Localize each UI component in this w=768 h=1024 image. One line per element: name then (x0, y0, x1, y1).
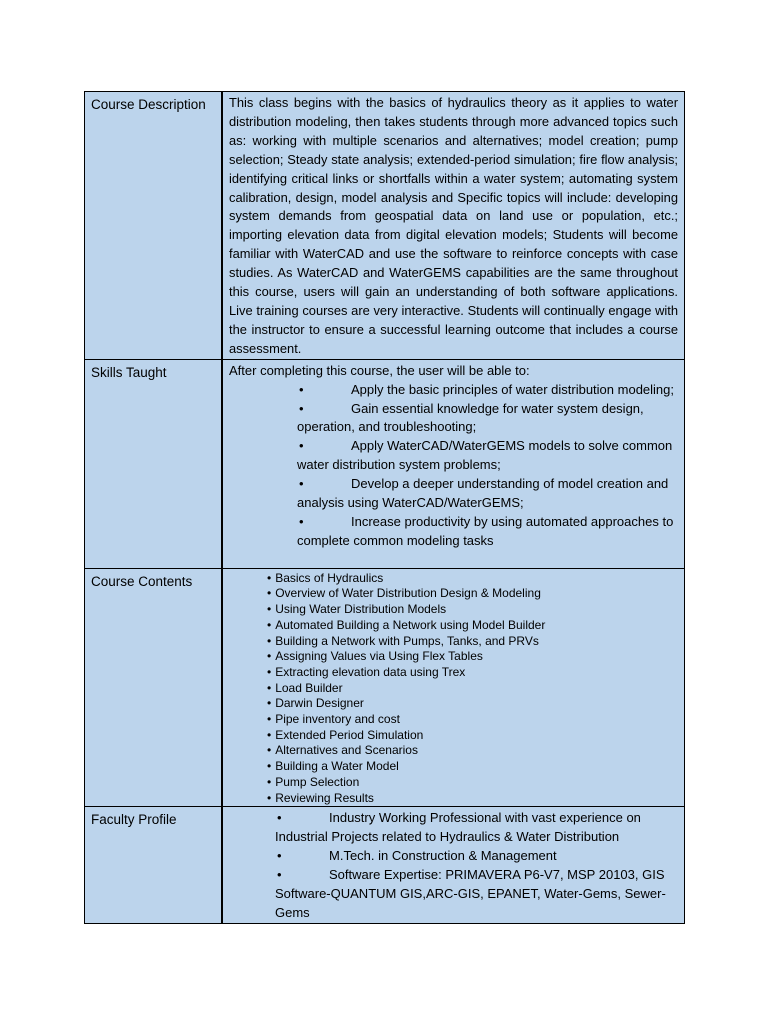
bullet-icon: • (277, 810, 282, 826)
faculty-item-text: Software Expertise: PRIMAVERA P6-V7, MSP 20103, GIS Software-QUANTUM GIS,ARC-GIS, EPANET, Water-Gems, Sewer-Gems (275, 866, 666, 920)
faculty-profile-list (229, 809, 678, 922)
course-description-label: Course Description (85, 92, 223, 360)
course-description-row (85, 92, 685, 360)
list-item (275, 866, 678, 923)
faculty-profile-cell (222, 807, 685, 923)
bullet-icon: • (277, 866, 282, 882)
list-item: • Extended Period Simulation (267, 728, 678, 744)
skill-item-text: Gain essential knowledge for water system design, operation, and troubleshooting; (297, 400, 644, 435)
list-item (275, 847, 678, 866)
bullet-icon: • (299, 476, 304, 492)
bullet-icon: • (299, 381, 304, 397)
list-item: • Extracting elevation data using Trex (267, 665, 678, 681)
skills-taught-cell (222, 359, 685, 568)
course-description-cell (222, 92, 685, 360)
bullet-icon: • (299, 438, 304, 454)
skill-item-text: Apply WaterCAD/WaterGEMS models to solve common water distribution system problems; (297, 438, 673, 473)
course-details-table (84, 91, 685, 924)
list-item: • Reviewing Results (267, 791, 678, 807)
list-item (297, 381, 678, 400)
course-description-text: This class begins with the basics of hydraulics theory as it applies to water distribution modeling, then takes students through more advanced topics such as: working with multiple scenarios and alternatives; model creation; pump selection; Steady state analysis; extended-period simulation; fire flow analysis; identifying critical links or shortfalls within a water system; automating system calibration, design, model analysis and Specific topics will include: developing system demands from geospatial data on land use or population, etc.; importing elevation data from digital elevation models; Students will become familiar with WaterCAD and use the software to reinforce concepts with case studies. As WaterCAD and WaterGEMS capabilities are the same throughout this course, users will gain an understanding of both software applications. Live training courses are very interactive. Students will continually engage with the instructor to ensure a successful learning outcome that includes a course assessment. (229, 95, 678, 356)
bullet-icon: • (299, 513, 304, 529)
skills-taught-label: Skills Taught (85, 359, 223, 568)
list-item: • Pipe inventory and cost (267, 712, 678, 728)
skills-intro-text: After completing this course, the user will be able to: (229, 362, 530, 378)
skill-item-text: Apply the basic principles of water distribution modeling; (351, 381, 675, 397)
list-item: • Using Water Distribution Models (267, 602, 678, 618)
list-item: • Building a Network with Pumps, Tanks, and PRVs (267, 634, 678, 650)
faculty-profile-label: Faculty Profile (85, 807, 223, 923)
list-item: • Load Builder (267, 681, 678, 697)
list-item: • Basics of Hydraulics (267, 571, 678, 587)
faculty-profile-row (85, 807, 685, 923)
course-contents-row (85, 568, 685, 807)
course-contents-list (229, 571, 678, 807)
list-item (297, 475, 678, 513)
list-item: • Automated Building a Network using Model Builder (267, 618, 678, 634)
skill-item-text: Develop a deeper understanding of model creation and analysis using WaterCAD/WaterGEMS; (297, 476, 669, 511)
course-contents-label: Course Contents (85, 568, 223, 807)
bullet-icon: • (299, 400, 304, 416)
skills-list (229, 381, 678, 551)
list-item: • Overview of Water Distribution Design & Modeling (267, 586, 678, 602)
list-item: • Building a Water Model (267, 759, 678, 775)
list-item: • Alternatives and Scenarios (267, 743, 678, 759)
list-item: • Darwin Designer (267, 696, 678, 712)
list-item: • Assigning Values via Using Flex Tables (267, 649, 678, 665)
faculty-item-text: M.Tech. in Construction & Management (329, 848, 557, 864)
skills-taught-row (85, 359, 685, 568)
bullet-icon: • (277, 848, 282, 864)
list-item: • Pump Selection (267, 775, 678, 791)
list-item (297, 513, 678, 551)
course-contents-cell (222, 568, 685, 807)
faculty-item-text: Industry Working Professional with vast experience on Industrial Projects related to Hydraulics & Water Distribution (275, 810, 641, 845)
list-item (275, 809, 678, 847)
list-item (297, 400, 678, 438)
list-item (297, 437, 678, 475)
skill-item-text: Increase productivity by using automated approaches to complete common modeling tasks (297, 513, 674, 548)
